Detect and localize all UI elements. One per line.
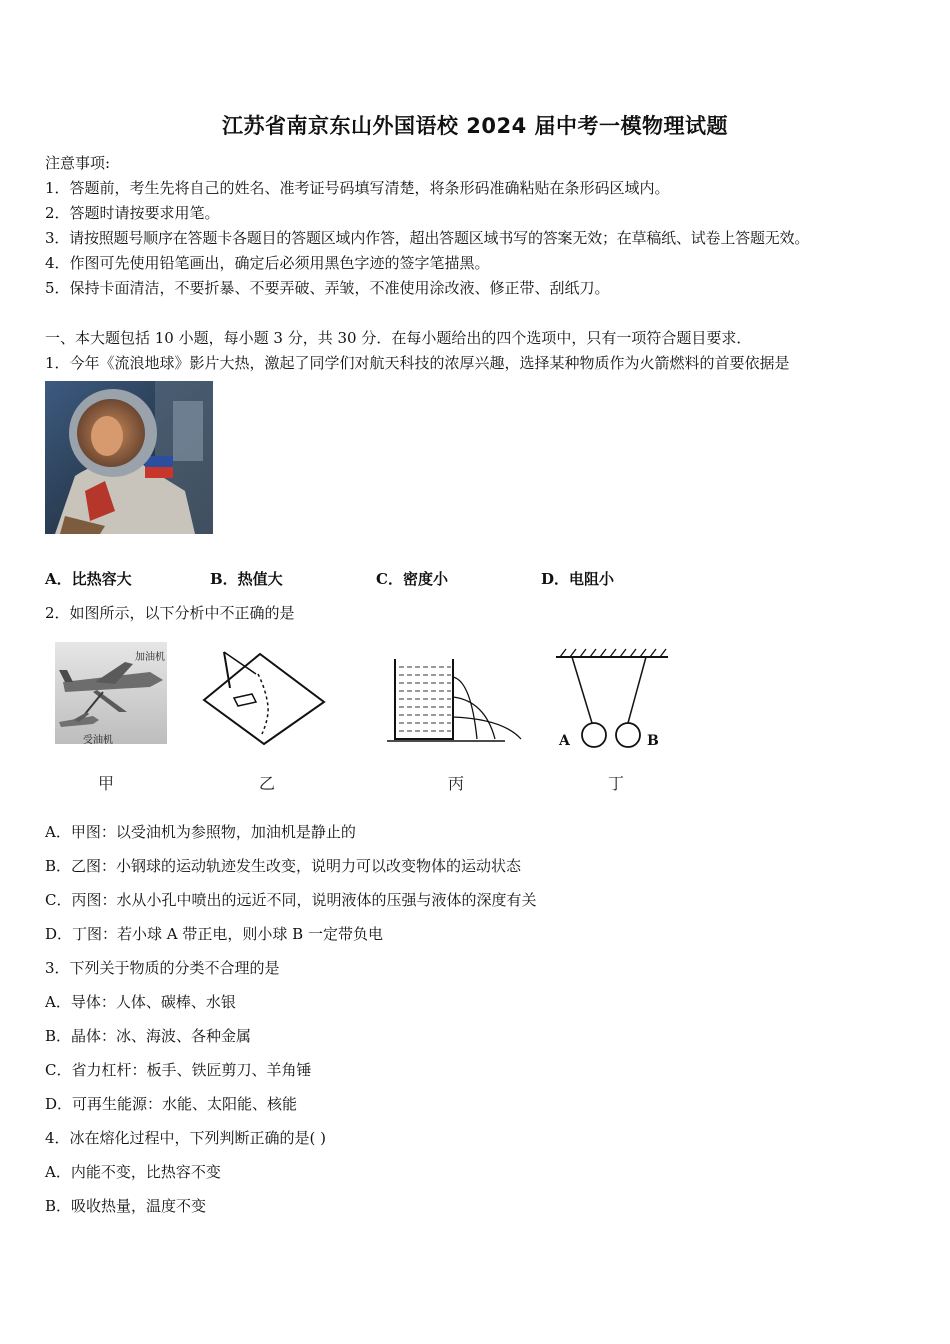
q3-option-c: C．省力杠杆：板手、铁匠剪刀、羊角锤	[45, 1061, 312, 1079]
question-1-stem: 1．今年《流浪地球》影片大热，激起了同学们对航天科技的浓厚兴趣，选择某种物质作为火箭燃料的首要依据是	[45, 354, 790, 372]
label-receiver: 受油机	[83, 735, 113, 746]
notice-item: 2．答题时请按要求用笔。	[45, 204, 220, 222]
q2-option-a: A．甲图：以受油机为参照物，加油机是静止的	[45, 823, 356, 841]
notice-heading: 注意事项:	[45, 154, 111, 172]
astronaut-photo	[45, 381, 213, 534]
question-3-stem: 3．下列关于物质的分类不合理的是	[45, 959, 280, 977]
figure-jia-refueling	[55, 642, 167, 744]
label-tanker: 加油机	[135, 652, 165, 663]
q4-option-b: B．吸收热量，温度不变	[45, 1197, 207, 1215]
figure-label-yi: 乙	[259, 774, 276, 793]
ball-b-label: B	[647, 733, 659, 749]
figure-label-jia: 甲	[98, 774, 115, 793]
q3-option-a: A．导体：人体、碳棒、水银	[45, 993, 236, 1011]
q3-option-d: D．可再生能源：水能、太阳能、核能	[45, 1095, 298, 1113]
notice-item: 5．保持卡面清洁，不要折暴、不要弄破、弄皱，不准使用涂改液、修正带、刮纸刀。	[45, 279, 610, 297]
figure-bing-water-jets	[385, 655, 525, 747]
notice-item: 1．答题前，考生先将自己的姓名、准考证号码填写清楚，将条形码准确粘贴在条形码区域内。	[45, 179, 670, 197]
q2-option-c: C．丙图：水从小孔中喷出的远近不同，说明液体的压强与液体的深度有关	[45, 891, 537, 909]
section-heading: 一、本大题包括 10 小题，每小题 3 分，共 30 分．在每小题给出的四个选项中，只有一项符合题目要求．	[45, 329, 752, 347]
q4-option-a: A．内能不变，比热容不变	[45, 1163, 221, 1181]
ball-a-label: A	[559, 733, 570, 749]
page-title: 江苏省南京东山外国语校 2024 届中考一模物理试题	[221, 114, 729, 138]
figure-ding-charged-balls	[550, 645, 674, 753]
q1-option-b: B．热值大	[210, 570, 283, 588]
question-4-stem: 4．冰在熔化过程中，下列判断正确的是( )	[45, 1129, 327, 1147]
q2-option-b: B．乙图：小钢球的运动轨迹发生改变，说明力可以改变物体的运动状态	[45, 857, 522, 875]
q3-option-b: B．晶体：冰、海波、各种金属	[45, 1027, 252, 1045]
q1-option-a: A．比热容大	[45, 570, 132, 588]
notice-item: 4．作图可先使用铅笔画出，确定后必须用黑色字迹的签字笔描黑。	[45, 254, 490, 272]
figure-label-bing: 丙	[448, 774, 465, 793]
q1-option-c: C．密度小	[376, 570, 448, 588]
q2-option-d: D．丁图：若小球 A 带正电，则小球 B 一定带负电	[45, 925, 383, 943]
question-2-stem: 2．如图所示，以下分析中不正确的是	[45, 604, 295, 622]
q1-option-d: D．电阻小	[541, 570, 615, 588]
figure-label-ding: 丁	[608, 774, 625, 793]
figure-yi-ball-magnet	[200, 650, 326, 748]
notice-item: 3．请按照题号顺序在答题卡各题目的答题区域内作答，超出答题区域书写的答案无效；在草稿纸、试卷上答题无效。	[45, 229, 810, 247]
